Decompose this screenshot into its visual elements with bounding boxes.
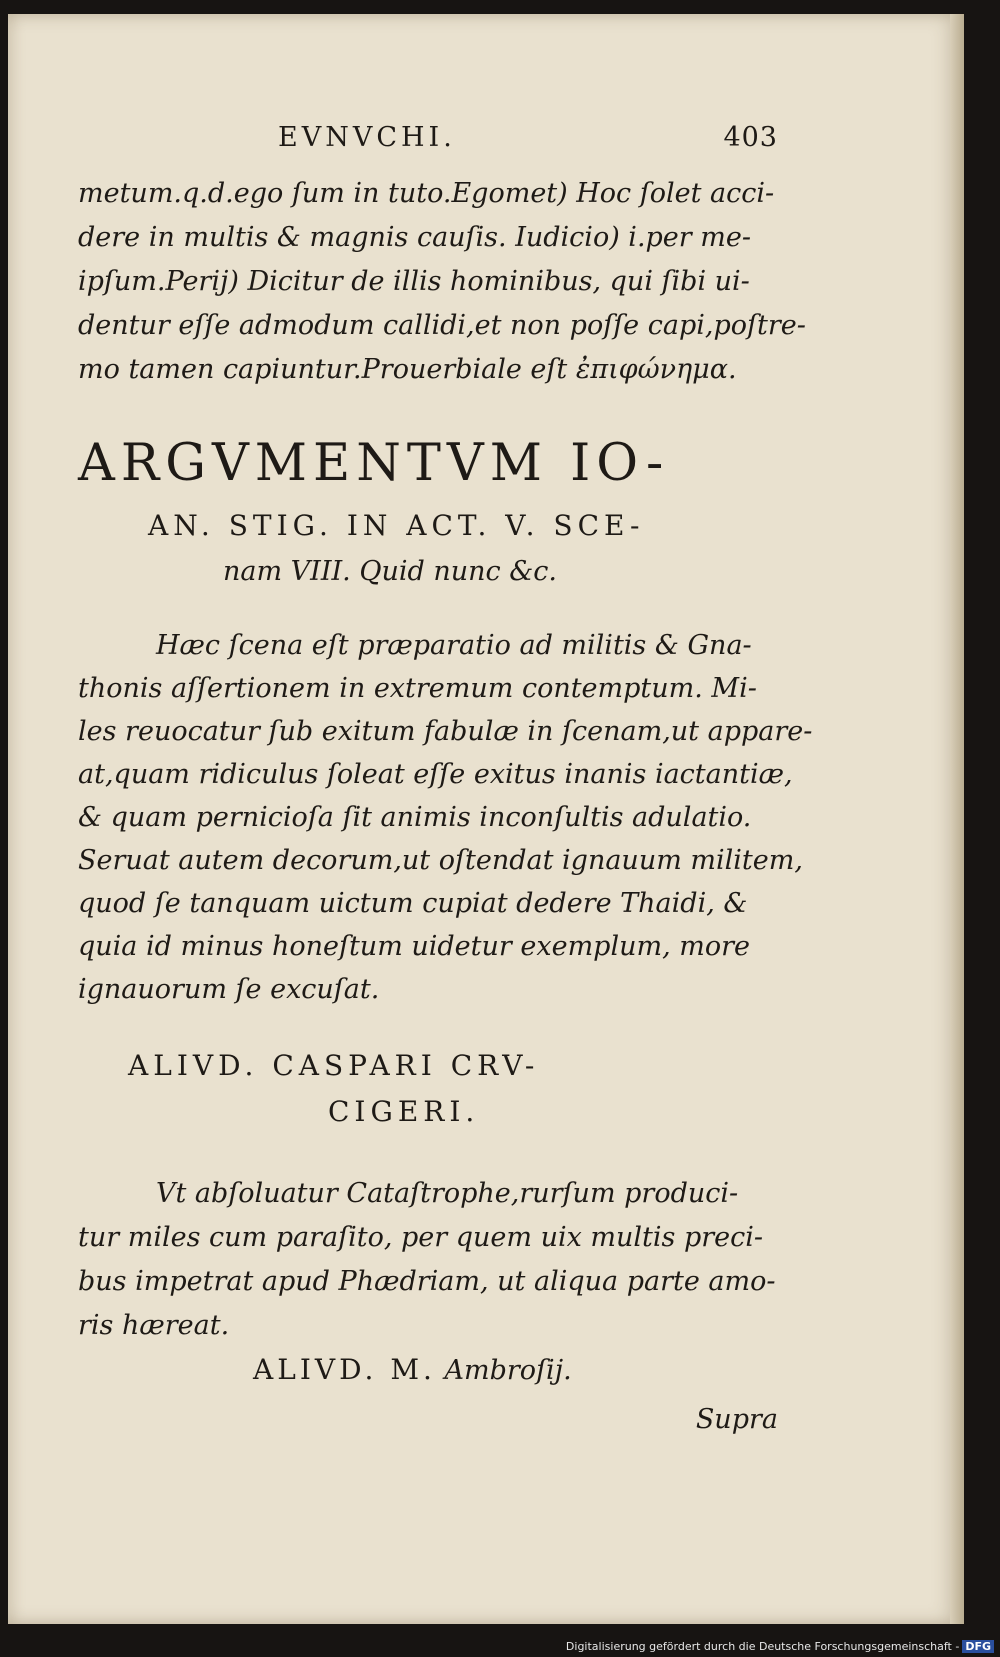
- paragraph-line: bus impetrat apud Phædriam, ut aliqua parte amo-: [78, 1266, 776, 1297]
- second-argument-title: ALIVD. CASPARI CRV-: [128, 1049, 540, 1082]
- scene-word: nam VIII.: [223, 556, 351, 587]
- paragraph-line: thonis aſſertionem in extremum contemptum. Mi-: [78, 673, 757, 704]
- text-line: metum.q.d.ego ſum in tuto.Egomet) Hoc ſolet acci-: [78, 178, 775, 209]
- text-line: dentur eſſe admodum callidi,et non poſſe capi,poſtre-: [78, 310, 806, 341]
- paragraph-line: at,quam ridiculus ſoleat eſſe exitus inanis iactantiæ,: [78, 759, 793, 790]
- paragraph-line: quia id minus honeſtum uidetur exemplum, more: [78, 931, 750, 962]
- scene-incipit: Quid nunc &c.: [359, 556, 557, 587]
- paragraph-line: tur miles cum paraſito, per quem uix multis preci-: [78, 1222, 764, 1253]
- text-line: dere in multis & magnis cauſis. Iudicio) i.per me-: [78, 222, 751, 253]
- paragraph-line: Seruat autem decorum,ut oſtendat ignauum militem,: [78, 845, 803, 876]
- dfg-logo: DFG: [962, 1640, 994, 1653]
- second-argument-title-line2: CIGERI.: [328, 1095, 480, 1128]
- credit-text: Digitalisierung gefördert durch die Deutsche Forschungsgemeinschaft -: [565, 1640, 960, 1653]
- paragraph-line: Hæc ſcena eſt præparatio ad militis & Gna-: [156, 630, 752, 661]
- third-argument-caps: ALIVD. M.: [253, 1353, 436, 1386]
- third-argument-author: Ambroſij.: [444, 1355, 572, 1386]
- running-title: EVNVCHI.: [278, 122, 456, 153]
- catchword: Supra: [695, 1404, 778, 1435]
- argument-subtitle: AN. STIG. IN ACT. V. SCE-: [148, 509, 645, 542]
- digitization-credit: [566, 1640, 994, 1653]
- paragraph-line: Vt abſoluatur Cataſtrophe,rurſum produci-: [156, 1178, 739, 1209]
- page-header: [278, 122, 778, 162]
- paragraph-line: ignauorum ſe excuſat.: [78, 974, 380, 1005]
- argument-subtitle-line3: [223, 552, 557, 592]
- paragraph-line: les reuocatur ſub exitum fabulæ in ſcenam,ut appare-: [78, 716, 813, 747]
- paragraph-line: & quam pernicioſa ſit animis inconſultis adulatio.: [78, 802, 752, 833]
- text-line: ipſum.Perij) Dicitur de illis hominibus, qui ſibi ui-: [78, 266, 750, 297]
- text-line: mo tamen capiuntur.Prouerbiale eſt ἐπιφώνημα.: [78, 354, 737, 385]
- third-argument-title: [253, 1350, 572, 1391]
- book-page: [8, 14, 964, 1624]
- page-number: 403: [723, 122, 778, 153]
- paragraph-line: quod ſe tanquam uictum cupiat dedere Thaidi, &: [78, 888, 748, 919]
- paragraph-line: ris hæreat.: [78, 1310, 230, 1341]
- page-edge: [950, 14, 964, 1624]
- argument-title: ARGVMENTVM IO-: [78, 434, 670, 493]
